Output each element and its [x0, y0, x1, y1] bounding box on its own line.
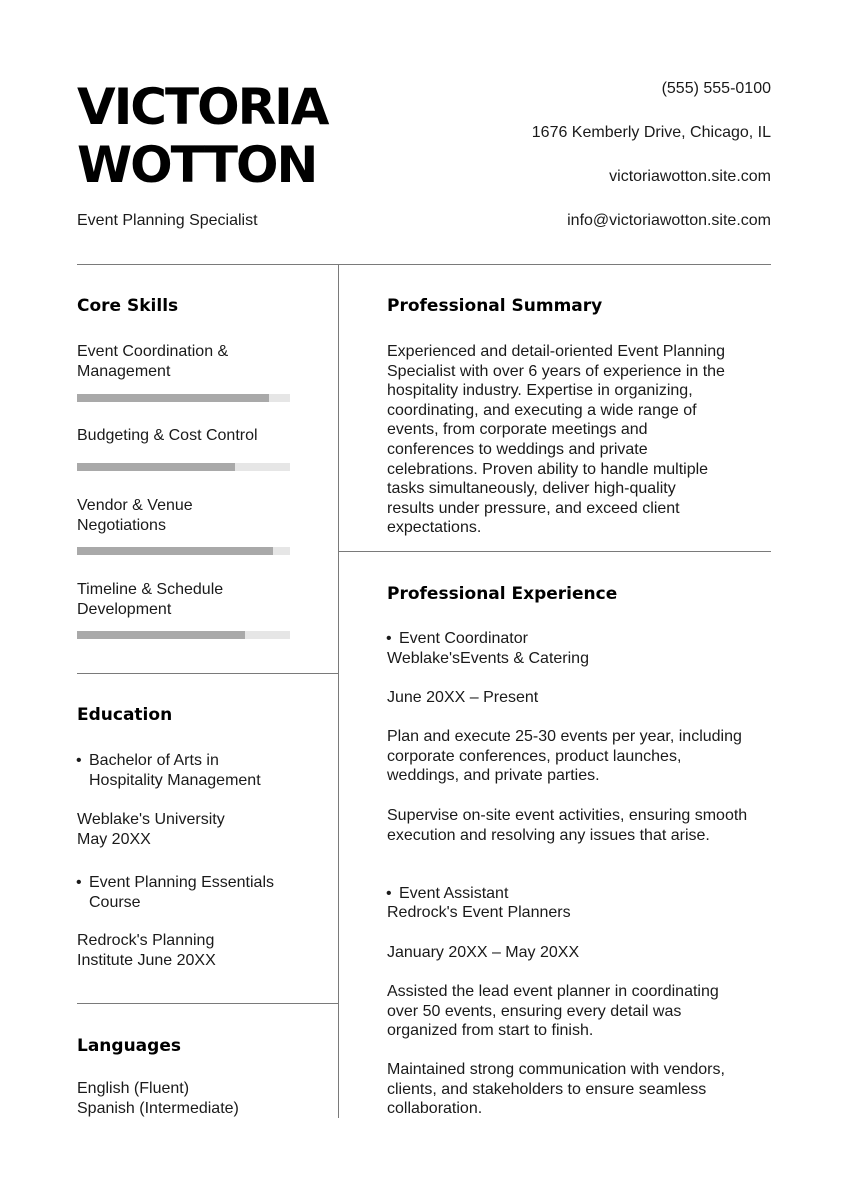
education-degree — [89, 751, 261, 790]
job-line: collaboration. — [387, 1100, 483, 1118]
skill-item — [77, 342, 228, 381]
education-divider — [77, 1003, 338, 1004]
phone: (555) 555-0100 — [661, 80, 771, 97]
summary-line: coordinating, and executing a wide range of — [387, 401, 697, 419]
skills-divider — [77, 673, 338, 674]
summary-line: celebrations. Proven ability to handle multiple — [387, 460, 709, 478]
skill-label: Development — [77, 600, 172, 618]
institution-line: Weblake's University — [77, 811, 225, 828]
experience-heading: Professional Experience — [387, 584, 618, 604]
job-role: • Event Assistant — [399, 884, 508, 904]
skill-bar — [77, 631, 290, 639]
job-line: Plan and execute 25-30 events per year, including — [387, 728, 742, 745]
summary-line: Experienced and detail-oriented Event Planning — [387, 343, 726, 360]
degree-line: Course — [89, 893, 141, 911]
education-institution — [77, 810, 225, 849]
language-item: English (Fluent) — [77, 1080, 190, 1097]
job-role: • Event Coordinator — [399, 629, 528, 649]
degree-line: • Event Planning Essentials — [89, 874, 274, 891]
summary-line: events, from corporate meetings and — [387, 421, 648, 439]
skills-heading: Core Skills — [77, 296, 179, 316]
job-company: Weblake'sEvents & Catering — [387, 650, 589, 667]
column-divider — [338, 264, 339, 1118]
job-description — [387, 727, 742, 786]
website: victoriawotton.site.com — [609, 168, 771, 185]
institution-line: Redrock's Planning — [77, 932, 215, 949]
summary-divider — [338, 551, 771, 552]
job-line: execution and resolving any issues that arise. — [387, 826, 710, 844]
skill-label: Management — [77, 362, 171, 380]
job-title: Event Planning Specialist — [77, 212, 258, 229]
job-description — [387, 1060, 725, 1119]
summary-line: Specialist with over 6 years of experience in the — [387, 362, 725, 380]
skill-bar — [77, 547, 290, 555]
email: info@victoriawotton.site.com — [567, 212, 771, 229]
skill-bar-fill — [77, 463, 235, 471]
education-heading: Education — [77, 705, 173, 725]
skill-item — [77, 496, 193, 535]
skill-label: Event Coordination & — [77, 343, 229, 360]
job-line: Assisted the lead event planner in coordinating — [387, 983, 719, 1000]
job-company: Redrock's Event Planners — [387, 904, 571, 921]
skill-label: Vendor & Venue — [77, 497, 193, 514]
last-name: WOTTON — [77, 136, 317, 194]
summary-line: hospitality industry. Expertise in organizing, — [387, 382, 693, 400]
degree-line: • Bachelor of Arts in — [89, 752, 219, 769]
skill-bar-fill — [77, 631, 245, 639]
summary-line: expectations. — [387, 519, 482, 537]
address: 1676 Kemberly Drive, Chicago, IL — [531, 124, 771, 141]
candidate-name — [77, 78, 327, 194]
skill-bar-fill — [77, 547, 273, 555]
skill-bar — [77, 394, 290, 402]
summary-line: tasks simultaneously, deliver high-quality — [387, 480, 676, 498]
job-dates: June 20XX – Present — [387, 689, 539, 706]
job-dates: January 20XX – May 20XX — [387, 944, 580, 961]
job-description — [387, 982, 719, 1041]
job-line: organized from start to finish. — [387, 1022, 594, 1040]
languages-list — [77, 1079, 239, 1118]
job-line: weddings, and private parties. — [387, 767, 600, 785]
language-item: Spanish (Intermediate) — [77, 1099, 239, 1117]
skill-bar — [77, 463, 290, 471]
skill-label: Budgeting & Cost Control — [77, 427, 258, 444]
institution-line: May 20XX — [77, 830, 151, 848]
job-line: Supervise on-site event activities, ensuring smooth — [387, 807, 748, 824]
summary-text — [387, 342, 725, 538]
languages-heading: Languages — [77, 1036, 181, 1056]
summary-heading: Professional Summary — [387, 296, 603, 316]
first-name: VICTORIA — [77, 78, 328, 136]
degree-line: Hospitality Management — [89, 771, 261, 789]
skill-label: Timeline & Schedule — [77, 581, 224, 598]
job-line: over 50 events, ensuring every detail was — [387, 1002, 682, 1020]
header-divider — [77, 264, 771, 265]
education-degree — [89, 873, 274, 912]
skill-bar-fill — [77, 394, 269, 402]
job-description — [387, 806, 747, 845]
summary-line: conferences to weddings and private — [387, 440, 648, 458]
skill-item — [77, 580, 223, 619]
job-line: clients, and stakeholders to ensure seamless — [387, 1080, 707, 1098]
education-institution — [77, 931, 216, 970]
institution-line: Institute June 20XX — [77, 951, 216, 969]
summary-line: results under pressure, and exceed client — [387, 499, 680, 517]
job-line: Maintained strong communication with vendors, — [387, 1061, 725, 1078]
skill-item — [77, 426, 258, 446]
skill-label: Negotiations — [77, 516, 166, 534]
job-line: corporate conferences, product launches, — [387, 747, 682, 765]
